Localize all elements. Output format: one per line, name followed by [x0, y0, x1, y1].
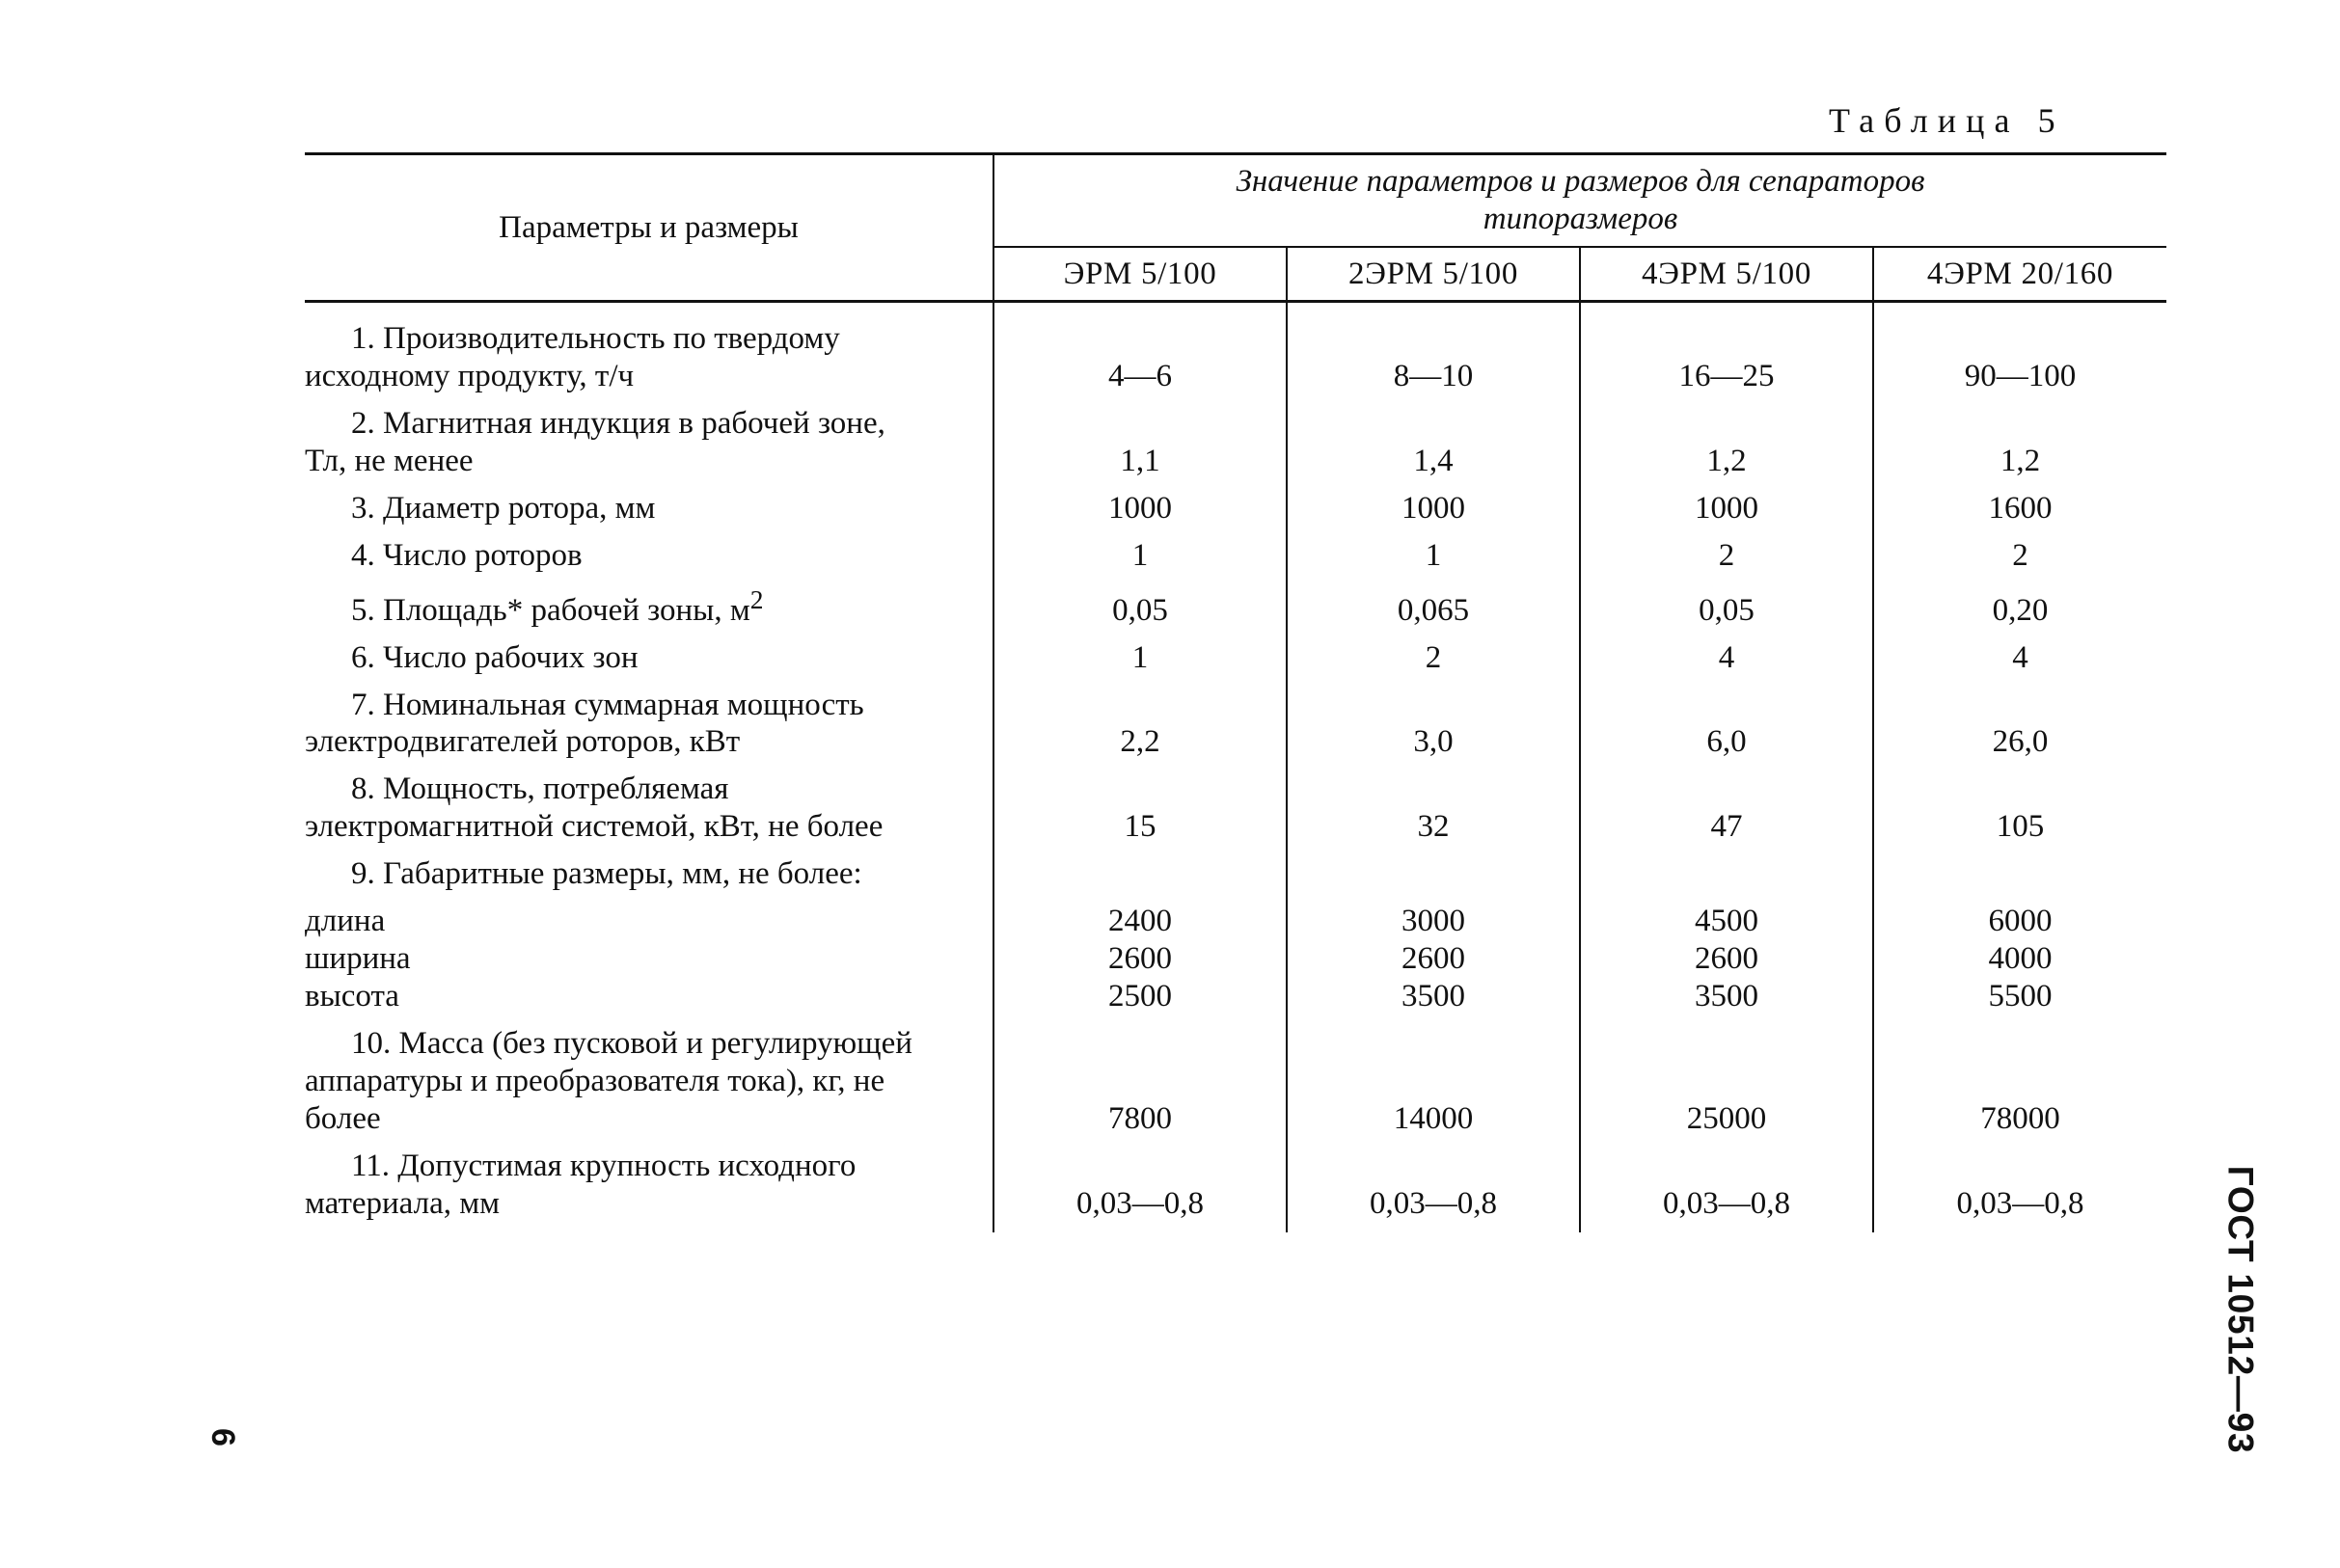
dim-label: длина — [305, 904, 386, 939]
value-cell: 0,03—0,8 — [1580, 1148, 1873, 1232]
value-cell: 8—10 — [1287, 302, 1580, 405]
value-cell — [993, 855, 1287, 903]
table-row — [305, 770, 2166, 855]
dim-value: 2600 — [1108, 941, 1172, 977]
value-cell: 0,03—0,8 — [993, 1148, 1287, 1232]
param-text: 6. Число рабочих зон — [351, 639, 639, 675]
value-cell: 105 — [1996, 809, 2045, 845]
param-cell — [305, 855, 993, 903]
param-cell — [305, 639, 993, 687]
header-values-line2: типоразмеров — [1483, 202, 1678, 236]
value-cell: 4—6 — [993, 302, 1287, 405]
value-cell: 1,1 — [993, 405, 1287, 490]
param-cell — [305, 302, 993, 405]
value-cell: 1,2 — [2000, 443, 2041, 478]
dim-value: 5500 — [1988, 979, 2053, 1014]
value-cell: 0,05 — [993, 584, 1287, 639]
value-cell: 1,2 — [1580, 405, 1873, 490]
table-row — [305, 639, 2166, 687]
value-cell: 1 — [993, 537, 1287, 584]
dim-value: 2500 — [1108, 979, 1172, 1014]
header-model-2: 2ЭРМ 5/100 — [1287, 247, 1580, 302]
param-text: 10. Масса (без пусковой и регулирующей — [351, 1026, 912, 1061]
param-text: 3. Диаметр ротора, мм — [351, 490, 656, 526]
param-cell — [305, 770, 993, 855]
table-row — [305, 855, 2166, 903]
param-text: исходному продукту, т/ч — [305, 358, 635, 393]
header-model-3: 4ЭРМ 5/100 — [1580, 247, 1873, 302]
value-cell: 1,4 — [1287, 405, 1580, 490]
param-text: 9. Габаритные размеры, мм, не более: — [351, 856, 862, 892]
table-caption: Таблица 5 — [1829, 101, 2065, 140]
dim-value: 3000 — [1401, 904, 1465, 939]
page-number-text: 6 — [204, 1427, 241, 1446]
value-cell: 26,0 — [1992, 724, 2049, 760]
dim-value: 6000 — [1988, 904, 2053, 939]
value-cell: 90—100 — [1964, 358, 2077, 393]
value-cell: 4 — [1580, 639, 1873, 687]
param-text: 5. Площадь* рабочей зоны, м — [351, 592, 750, 628]
value-cell: 2,2 — [993, 687, 1287, 771]
value-cell: 32 — [1287, 770, 1580, 855]
header-model-4: 4ЭРМ 20/160 — [1873, 247, 2166, 302]
table-row — [305, 687, 2166, 771]
dim-value: 2600 — [1695, 941, 1758, 977]
value-cell: 78000 — [1980, 1100, 2060, 1136]
param-cell — [305, 584, 993, 639]
table-row — [305, 405, 2166, 490]
dim-value: 2600 — [1401, 941, 1465, 977]
value-cell: 0,05 — [1580, 584, 1873, 639]
standard-code-text: ГОСТ 10512—93 — [2220, 1165, 2260, 1454]
value-cell: 1600 — [1988, 490, 2053, 526]
header-values-line1: Значение параметров и размеров для сепараторов — [1236, 164, 1925, 200]
param-text: электродвигателей роторов, кВт — [305, 724, 741, 760]
table-row — [305, 903, 2166, 1025]
standard-code — [2211, 1165, 2269, 1454]
value-cell: 1000 — [1580, 490, 1873, 537]
param-text: более — [305, 1100, 381, 1136]
table-row — [305, 1148, 2166, 1232]
param-cell — [305, 537, 993, 584]
value-cell: 0,03—0,8 — [1287, 1148, 1580, 1232]
value-cell: 25000 — [1580, 1025, 1873, 1148]
table-row — [305, 1025, 2166, 1148]
param-text: 11. Допустимая крупность исходного — [351, 1148, 857, 1183]
value-cell — [1873, 903, 2166, 1025]
value-cell: 2 — [2012, 537, 2028, 573]
dim-value: 4500 — [1695, 904, 1758, 939]
parameters-table-wrapper — [305, 152, 2166, 1232]
header-parameters: Параметры и размеры — [305, 154, 993, 302]
value-cell — [1287, 855, 1580, 903]
param-text: материала, мм — [305, 1185, 500, 1221]
param-text: 8. Мощность, потребляемая — [351, 771, 729, 807]
dim-value: 3500 — [1695, 979, 1758, 1014]
value-cell: 0,20 — [1992, 592, 2049, 628]
table-row — [305, 302, 2166, 405]
value-cell: 14000 — [1287, 1025, 1580, 1148]
dim-value: 3500 — [1401, 979, 1465, 1014]
table-row — [305, 490, 2166, 537]
param-text: 7. Номинальная суммарная мощность — [351, 687, 864, 722]
param-cell — [305, 903, 993, 1025]
value-cell: 1000 — [993, 490, 1287, 537]
dim-label: ширина — [305, 941, 411, 977]
table-row — [305, 584, 2166, 639]
value-cell — [1580, 903, 1873, 1025]
value-cell — [993, 903, 1287, 1025]
value-cell — [1580, 855, 1873, 903]
page-number — [203, 1418, 241, 1456]
dim-value: 4000 — [1988, 941, 2053, 977]
value-cell — [1873, 855, 2166, 903]
value-cell: 0,065 — [1287, 584, 1580, 639]
param-superscript: 2 — [749, 583, 764, 614]
value-cell: 1 — [993, 639, 1287, 687]
param-cell — [305, 687, 993, 771]
param-text: аппаратуры и преобразователя тока), кг, не — [305, 1063, 885, 1098]
value-cell: 0,03—0,8 — [1956, 1185, 2084, 1221]
value-cell: 2 — [1287, 639, 1580, 687]
value-cell — [1287, 903, 1580, 1025]
table-row — [305, 537, 2166, 584]
value-cell: 2 — [1580, 537, 1873, 584]
param-cell — [305, 405, 993, 490]
header-model-1: ЭРМ 5/100 — [993, 247, 1287, 302]
value-cell: 1 — [1287, 537, 1580, 584]
value-cell: 16—25 — [1580, 302, 1873, 405]
parameters-table — [305, 152, 2166, 1232]
param-cell — [305, 490, 993, 537]
param-text: 2. Магнитная индукция в рабочей зоне, — [351, 405, 885, 441]
param-cell — [305, 1148, 993, 1232]
value-cell: 47 — [1580, 770, 1873, 855]
dim-label: высота — [305, 979, 399, 1014]
dim-value: 2400 — [1108, 904, 1172, 939]
param-text: 1. Производительность по твердому — [351, 321, 840, 356]
param-text: электромагнитной системой, кВт, не более — [305, 809, 884, 845]
value-cell: 3,0 — [1287, 687, 1580, 771]
value-cell: 7800 — [993, 1025, 1287, 1148]
param-text: 4. Число роторов — [351, 537, 583, 573]
param-text: Тл, не менее — [305, 443, 474, 478]
value-cell: 1000 — [1287, 490, 1580, 537]
param-cell — [305, 1025, 993, 1148]
value-cell: 15 — [993, 770, 1287, 855]
value-cell: 6,0 — [1580, 687, 1873, 771]
value-cell: 4 — [2012, 639, 2028, 675]
header-values-group — [993, 154, 2166, 248]
